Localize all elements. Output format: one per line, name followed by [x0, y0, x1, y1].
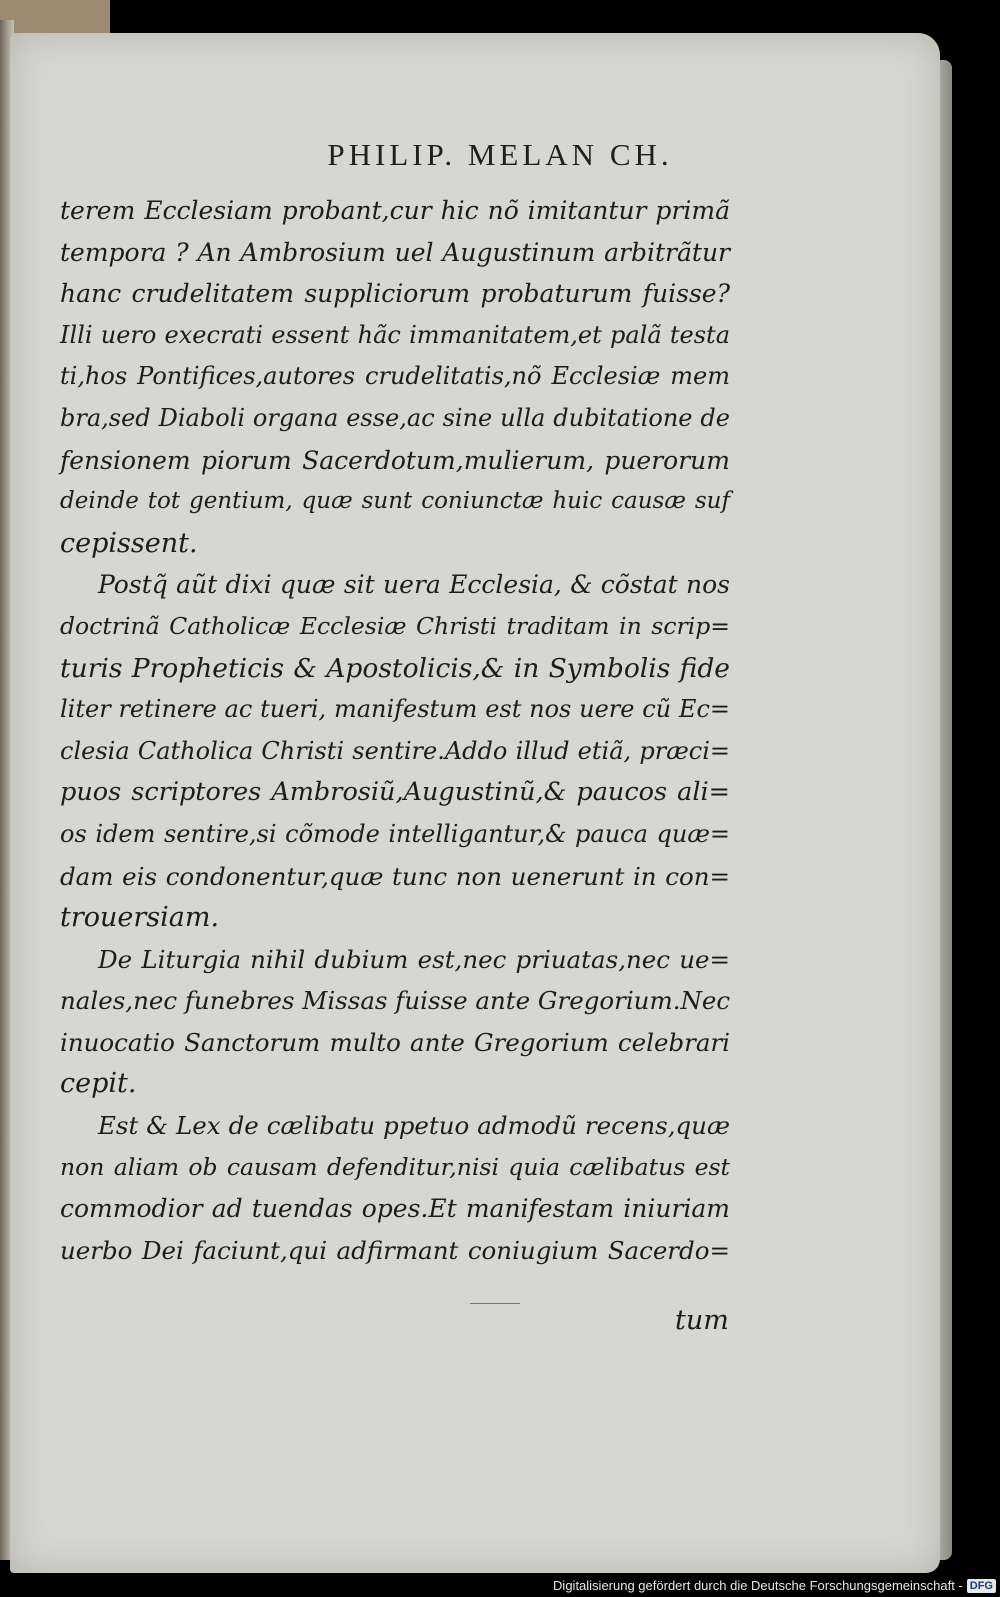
text-line: deinde tot gentium, quæ sunt coniunctæ huic causæ suf — [60, 488, 730, 515]
text-line: cepit. — [60, 1068, 137, 1100]
text-line: dam eis condonentur,quæ tunc non uenerunt in con= — [60, 861, 730, 891]
footer-credit: Digitalisierung gefördert durch die Deutsche Forschungsgemeinschaft - — [553, 1578, 963, 1593]
text-line: cepissent. — [60, 527, 198, 559]
text-line: bra,sed Diaboli organa esse,ac sine ulla dubitatione de — [60, 403, 730, 432]
text-line: os idem sentire,si cõmode intelligantur,& pauca quæ= — [60, 819, 730, 848]
text-line: hanc crudelitatem suppliciorum probaturum fuisse? — [60, 279, 730, 309]
text-line: Illi uero execrati essent hãc immanitatem,et palã testa — [60, 320, 730, 349]
text-line: puos scriptores Ambrosiũ,Augustinũ,& paucos ali= — [60, 777, 730, 808]
text-line: fensionem piorum Sacerdotum,mulierum, puerorum — [60, 445, 730, 475]
text-line: commodior ad tuendas opes.Et manifestam iniuriam — [60, 1194, 730, 1224]
text-line: turis Propheticis & Apostolicis,& in Symbolis fide — [60, 652, 730, 684]
text-line: ti,hos Pontifices,autores crudelitatis,nõ Ecclesiæ mem — [60, 362, 730, 391]
text-line: uerbo Dei faciunt,qui adfirmant coniugium Sacerdo= — [60, 1235, 730, 1265]
text-line: non aliam ob causam defenditur,nisi quia cælibatus est — [60, 1152, 730, 1181]
catchword-rule — [470, 1303, 520, 1304]
text-line: inuocatio Sanctorum multo ante Gregorium celebrari — [60, 1027, 730, 1057]
text-line: trouersiam. — [60, 902, 220, 934]
text-line: clesia Catholica Christi sentire.Addo illud etiã, præci= — [60, 736, 730, 765]
running-head: PHILIP. MELAN CH. — [327, 137, 673, 172]
left-page-edge — [0, 0, 110, 34]
text-line: Est & Lex de cælibatu ppetuo admodũ recens,quæ — [98, 1111, 730, 1141]
text-line: De Liturgia nihil dubium est,nec priuatas,nec ue= — [98, 944, 730, 974]
text-line: terem Ecclesiam probant,cur hic nõ imitantur primã — [60, 196, 730, 225]
text-line: nales,nec funebres Missas fuisse ante Gregorium.Nec — [60, 986, 731, 1016]
catchword: tum — [675, 1305, 729, 1336]
text-line: liter retinere ac tueri, manifestum est nos uere cũ Ec= — [60, 695, 730, 724]
digitization-footer — [553, 1578, 996, 1593]
body-text — [60, 190, 730, 1271]
text-line: Postq̃ aũt dixi quæ sit uera Ecclesia, & cõstat nos — [98, 570, 730, 600]
dfg-logo-icon: DFG — [967, 1579, 996, 1593]
text-line: tempora ? An Ambrosium uel Augustinum arbitrãtur — [60, 237, 730, 267]
text-line: doctrinã Catholicæ Ecclesiæ Christi traditam in scrip= — [60, 611, 730, 640]
